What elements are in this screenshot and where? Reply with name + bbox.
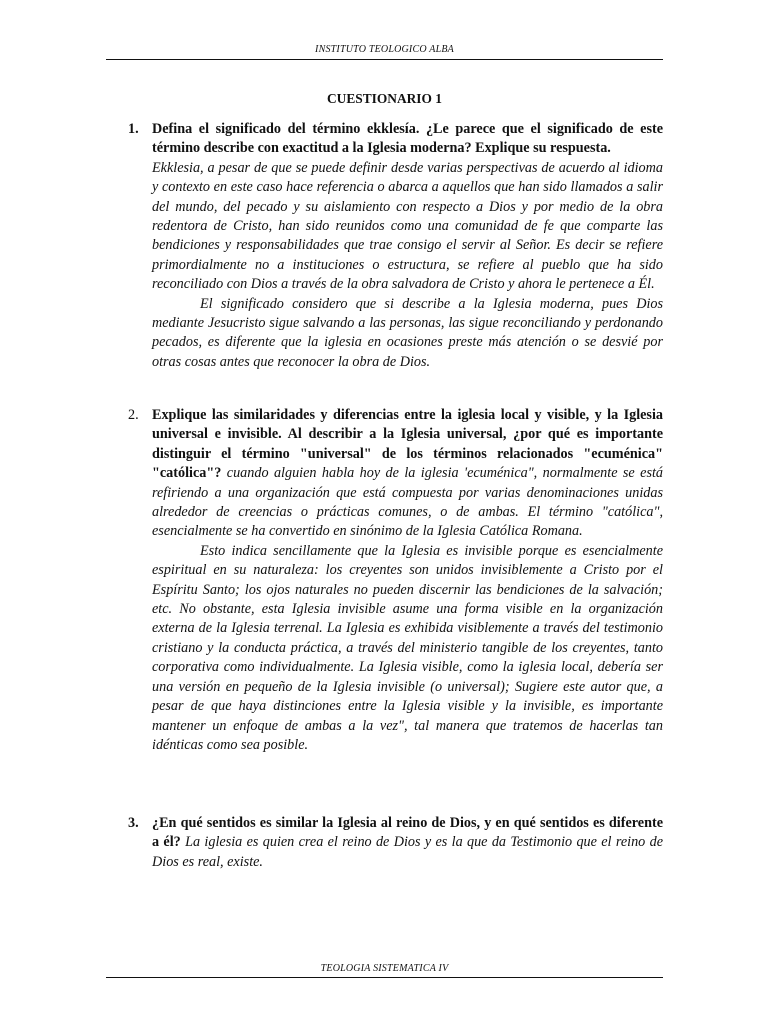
question-text: ¿En qué sentidos es similar la Iglesia al reino de Dios, y en qué sentidos es diferente a él?: [152, 815, 663, 851]
answer-text: El significado considero que si describe a la Iglesia moderna, pues Dios mediante Jesucristo sigue salvando a las personas, las sigue reconciliando y perdonando pecados, es diferente que la iglesia en ocasiones preste más atención o se desvié por otras cosas antes que reconocer la obra de Dios.: [152, 295, 663, 370]
page-footer: TEOLOGIA SISTEMATICA IV: [320, 963, 449, 974]
answer-text: Ekklesia, a pesar de que se puede definir desde varias perspectivas de acuerdo al idioma y contexto en este caso hace referencia o abarca a aquellos que han sido llamados a salir del mundo, del pecado y su aislamiento con respecto a Dios y por medio de la obra redentora de Cristo, han sido reunidos como una comunidad de fe que comparte las bendiciones y responsabilidades que trae consigo el servir al Señor. Es decir se refiere primordialmente no a instituciones o estructura, se refiere al pueblo que ha sido reconciliado con Dios a través de la obra salvadora de Cristo y ahora le pertenece a Él.: [152, 159, 663, 293]
question-paragraph: [152, 406, 663, 542]
question-2: [128, 406, 663, 755]
question-text: Explique las similaridades y diferencias entre la iglesia local y visible, y la Iglesia universal e invisible. Al describir a la Iglesia universal, ¿por qué es importante distinguir el término "universal" de los términos relacionados "ecuménica" "católica"?: [152, 407, 663, 482]
document-title: CUESTIONARIO 1: [327, 91, 442, 106]
header-divider: [106, 59, 663, 60]
answer-paragraph: [152, 159, 663, 295]
question-paragraph: [152, 814, 663, 872]
question-paragraph: [152, 120, 663, 159]
question-1: [128, 120, 663, 372]
question-number: 3.: [128, 815, 139, 831]
question-3: [128, 814, 663, 872]
answer-text: cuando alguien habla hoy de la iglesia 'ecuménica", normalmente se está refiriendo a una organización que está compuesta por varias denominaciones unidas alrededor de creencias o prácticas comunes, o de ambas. El término "católica", esencialmente se ha convertido en sinónimo de la Iglesia Católica Romana.: [152, 465, 663, 540]
answer-text: Esto indica sencillamente que la Iglesia es invisible porque es esencialmente espiritual en su naturaleza: los creyentes son unidos invisiblemente a Cristo por el Espíritu Santo; los ojos naturales no pueden discernir las bendiciones de la salvación; etc. No obstante, esta Iglesia invisible asume una forma visible en la organización externa de la Iglesia terrenal. La Iglesia es exhibida visiblemente a través del testimonio cristiano y la conducta práctica, a través del ministerio tangible de los creyentes, tanto corporativa como individualmente. La Iglesia visible, como la iglesia local, debería ser una versión en pequeño de la Iglesia invisible (o universal); Sugiere este autor que, a pesar de que haya distinciones entre la Iglesia visible y la invisible, es importante mantener un enfoque de ambas a la vez", tal manera que tratemos de hacerlas tan idénticas como sea posible.: [152, 542, 663, 753]
answer-paragraph: [152, 542, 663, 755]
question-text: Defina el significado del término ekklesía. ¿Le parece que el significado de este término describe con exactitud a la Iglesia moderna? Explique su respuesta.: [152, 121, 663, 157]
footer-divider: [106, 977, 663, 978]
question-number: 2.: [128, 407, 139, 423]
question-number: 1.: [128, 121, 139, 137]
answer-text: La iglesia es quien crea el reino de Dios y es la que da Testimonio que el reino de Dios es real, existe.: [152, 834, 663, 870]
answer-paragraph: [152, 295, 663, 373]
page-header: INSTITUTO TEOLOGICO ALBA: [315, 44, 454, 55]
